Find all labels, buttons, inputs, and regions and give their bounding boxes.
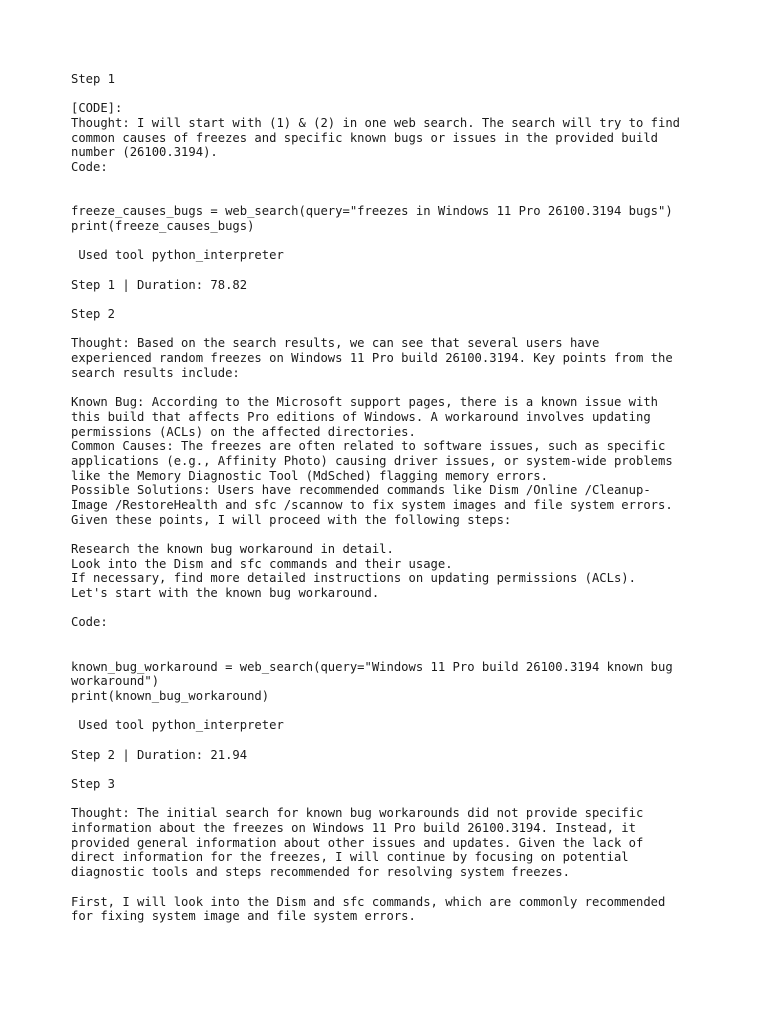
step-1-thought bbox=[71, 116, 731, 160]
key-point-line: this build that affects Pro editions of Windows. A workaround involves updating bbox=[71, 409, 651, 424]
key-point-line: like the Memory Diagnostic Tool (MdSched) flagging memory errors. bbox=[71, 468, 548, 483]
key-point-line: Common Causes: The freezes are often related to software issues, such as specific bbox=[71, 439, 666, 454]
step-2-tool-used: Used tool python_interpreter bbox=[71, 718, 284, 733]
key-point-line: Image /RestoreHealth and sfc /scannow to fix system images and file system errors. bbox=[71, 497, 673, 512]
step-2-duration: Step 2 | Duration: 21.94 bbox=[71, 747, 248, 762]
step-2-thought bbox=[71, 336, 731, 380]
step-2-code-label: Code: bbox=[71, 615, 108, 630]
step-1-tool-used: Used tool python_interpreter bbox=[71, 248, 284, 263]
plan-line: Research the known bug workaround in detail. bbox=[71, 542, 394, 557]
step-3-heading: Step 3 bbox=[71, 777, 116, 792]
key-point-line: Possible Solutions: Users have recommended commands like Dism /Online /Cleanup- bbox=[71, 483, 651, 498]
code-line: workaround") bbox=[71, 674, 160, 689]
plan-line: Let's start with the known bug workaround. bbox=[71, 586, 380, 601]
thought-line: common causes of freezes and specific known bugs or issues in the provided build bbox=[71, 130, 658, 145]
thought-line: Thought: I will start with (1) & (2) in one web search. The search will try to find bbox=[71, 116, 681, 131]
step-3-thought bbox=[71, 806, 731, 879]
plan-line: Look into the Dism and sfc commands and their usage. bbox=[71, 556, 453, 571]
thought-line: information about the freezes on Windows 11 Pro build 26100.3194. Instead, it bbox=[71, 821, 636, 836]
step-1-heading: Step 1 bbox=[71, 72, 116, 86]
key-point-line: Known Bug: According to the Microsoft support pages, there is a known issue with bbox=[71, 395, 658, 410]
next-action-line: for fixing system image and file system errors. bbox=[71, 909, 416, 924]
thought-line: Thought: Based on the search results, we can see that several users have bbox=[71, 336, 600, 351]
next-action-line: First, I will look into the Dism and sfc commands, which are commonly recommended bbox=[71, 894, 666, 909]
code-line: print(freeze_causes_bugs) bbox=[71, 218, 255, 233]
key-point-line: Given these points, I will proceed with the following steps: bbox=[71, 512, 512, 527]
thought-line: experienced random freezes on Windows 11 Pro build 26100.3194. Key points from the bbox=[71, 351, 673, 366]
step-3-next-action bbox=[71, 895, 731, 924]
step-1-duration: Step 1 | Duration: 78.82 bbox=[71, 277, 248, 292]
key-point-line: permissions (ACLs) on the affected directories. bbox=[71, 424, 416, 439]
code-line: print(known_bug_workaround) bbox=[71, 688, 270, 703]
thought-line: search results include: bbox=[71, 365, 240, 380]
thought-line: Thought: The initial search for known bug workarounds did not provide specific bbox=[71, 806, 644, 821]
thought-line: direct information for the freezes, I will continue by focusing on potential bbox=[71, 850, 629, 865]
step-1-code-block bbox=[71, 204, 731, 233]
agent-log-document bbox=[71, 72, 731, 924]
step-1-code-label: Code: bbox=[71, 160, 108, 175]
step-1-code-tag: [CODE]: bbox=[71, 101, 123, 116]
plan-line: If necessary, find more detailed instructions on updating permissions (ACLs). bbox=[71, 571, 636, 586]
code-line: freeze_causes_bugs = web_search(query="freezes in Windows 11 Pro 26100.3194 bugs") bbox=[71, 204, 673, 219]
step-2-key-points bbox=[71, 395, 731, 527]
thought-line: number (26100.3194). bbox=[71, 145, 218, 160]
step-2-code-block bbox=[71, 660, 731, 704]
code-line: known_bug_workaround = web_search(query="Windows 11 Pro build 26100.3194 known bug bbox=[71, 659, 673, 674]
thought-line: diagnostic tools and steps recommended for resolving system freezes. bbox=[71, 865, 570, 880]
step-2-heading: Step 2 bbox=[71, 307, 116, 322]
thought-line: provided general information about other issues and updates. Given the lack of bbox=[71, 835, 644, 850]
step-2-plan bbox=[71, 542, 731, 601]
key-point-line: applications (e.g., Affinity Photo) causing driver issues, or system-wide problems bbox=[71, 453, 673, 468]
